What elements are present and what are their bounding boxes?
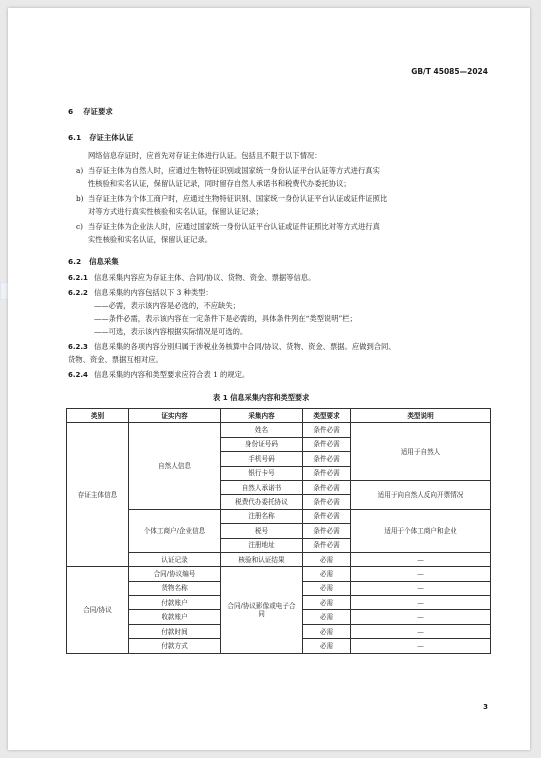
req-cell: 条件必需 [303,524,351,538]
req-cell: 条件必需 [303,466,351,480]
req-cell: 条件必需 [303,437,351,451]
dash-item: ——条件必需，表示该内容在一定条件下是必需的，具体条件列在“类型说明”栏； [94,314,357,323]
standard-code-header: GB/T 45085—2024 [411,67,488,76]
table-row [67,567,491,581]
item-cell: 银行卡号 [221,466,303,480]
req-cell: 条件必需 [303,538,351,552]
info-collection-table [66,408,491,654]
group-cell: 付款方式 [129,639,221,653]
section-6-2-heading [68,256,119,267]
req-cell: 必需 [303,596,351,610]
paragraph: 信息采集内容应为存证主体、合同/协议、货物、资金、票据等信息。 [94,273,316,282]
note-cell: — [351,596,491,610]
group-cell: 合同/协议编号 [129,567,221,581]
paragraph: 网络信息存证时，应首先对存证主体进行认证。包括且不限于以下情况： [88,151,322,160]
req-cell: 条件必需 [303,452,351,466]
table-caption: 表 1 信息采集内容和类型要求 [213,393,310,402]
list-marker: c) [76,222,83,231]
paragraph-line: 信息采集的各项内容分别归属于涉税业务核算中合同/协议、货物、资金、票据。应做到合同、 [94,342,396,351]
table-row [67,423,491,437]
clause-number: 6.2.4 [68,371,88,379]
list-marker: a) [76,166,84,175]
header-collected-content: 采集内容 [221,409,303,423]
list-item-line: 当存证主体为个体工商户时，应通过生物特征识别、国家统一身份认证平台认证或证件证照比 [88,194,388,203]
note-cell: — [351,610,491,624]
group-cell: 付款账户 [129,596,221,610]
item-cell: 手机号码 [221,452,303,466]
item-cell: 自然人承诺书 [221,480,303,494]
note-cell: — [351,639,491,653]
section-6-heading [68,106,113,117]
item-cell: 姓名 [221,423,303,437]
table-header-row [67,409,491,423]
section-6-1-heading [68,132,133,143]
list-item-line: 实性核验和实名认证，保留认证记录。 [88,235,213,244]
req-cell: 条件必需 [303,480,351,494]
header-type-description: 类型说明 [351,409,491,423]
group-cell: 收款账户 [129,610,221,624]
note-cell: 适用于个体工商户和企业 [351,509,491,552]
section-title: 存证要求 [83,107,113,116]
item-cell: 合同/协议影像或电子合同 [221,567,303,653]
item-cell: 核验和认证结果 [221,552,303,566]
list-marker: b) [76,194,84,203]
dash-item: ——可选，表示该内容根据实际情况是可选的。 [94,327,248,336]
group-cell: 自然人信息 [129,423,221,509]
dash-item: ——必需，表示该内容是必选的，不应缺失； [94,301,240,310]
section-title: 信息采集 [89,257,119,266]
list-item-line: 当存证主体为自然人时，应通过生物特征识别或国家统一身份认证平台认证等方式进行真实 [88,166,380,175]
header-verified-content: 证实内容 [129,409,221,423]
clause-number: 6.2.2 [68,289,88,297]
section-number: 6.2 [68,257,82,266]
table-row [67,552,491,566]
group-cell: 个体工商户/企业信息 [129,509,221,552]
clause-number: 6.2.3 [68,343,88,351]
page-number: 3 [483,703,488,711]
req-cell: 必需 [303,581,351,595]
group-cell: 认证记录 [129,552,221,566]
section-number: 6 [68,107,74,116]
header-type-requirement: 类型要求 [303,409,351,423]
note-cell: — [351,552,491,566]
item-cell: 身份证号码 [221,437,303,451]
category-cell: 合同/协议 [67,567,129,653]
paragraph-line: 货物、资金、票据互相对应。 [68,355,163,364]
req-cell: 条件必需 [303,495,351,509]
clause-number: 6.2.1 [68,274,88,282]
req-cell: 必需 [303,610,351,624]
list-item-line: 性核验和实名认证，保留认证记录，同时留存自然人承诺书和税费代办委托协议； [88,179,351,188]
paragraph: 信息采集的内容包括以下 3 种类型： [94,288,213,297]
group-cell: 付款时间 [129,624,221,638]
note-cell: — [351,567,491,581]
table-row [67,509,491,523]
item-cell: 注册地址 [221,538,303,552]
req-cell: 必需 [303,567,351,581]
req-cell: 条件必需 [303,509,351,523]
group-cell: 货物名称 [129,581,221,595]
item-cell: 注册名称 [221,509,303,523]
req-cell: 条件必需 [303,423,351,437]
category-cell: 存证主体信息 [67,423,129,567]
header-category: 类别 [67,409,129,423]
section-number: 6.1 [68,133,82,142]
note-cell: 适用于向自然人反向开票情况 [351,480,491,509]
item-cell: 税号 [221,524,303,538]
note-cell: 适用于自然人 [351,423,491,481]
section-title: 存证主体认证 [89,133,134,142]
req-cell: 必需 [303,552,351,566]
note-cell: — [351,581,491,595]
req-cell: 必需 [303,624,351,638]
note-cell: — [351,624,491,638]
list-item-line: 当存证主体为企业法人时，应通过国家统一身份认证平台认证或证件证照比对等方式进行真 [88,222,380,231]
paragraph: 信息采集的内容和类型要求应符合表 1 的规定。 [94,370,250,379]
list-item-line: 对等方式进行真实性核验和实名认证，保留认证记录； [88,207,264,216]
document-page [8,8,530,750]
item-cell: 税费代办委托协议 [221,495,303,509]
req-cell: 必需 [303,639,351,653]
